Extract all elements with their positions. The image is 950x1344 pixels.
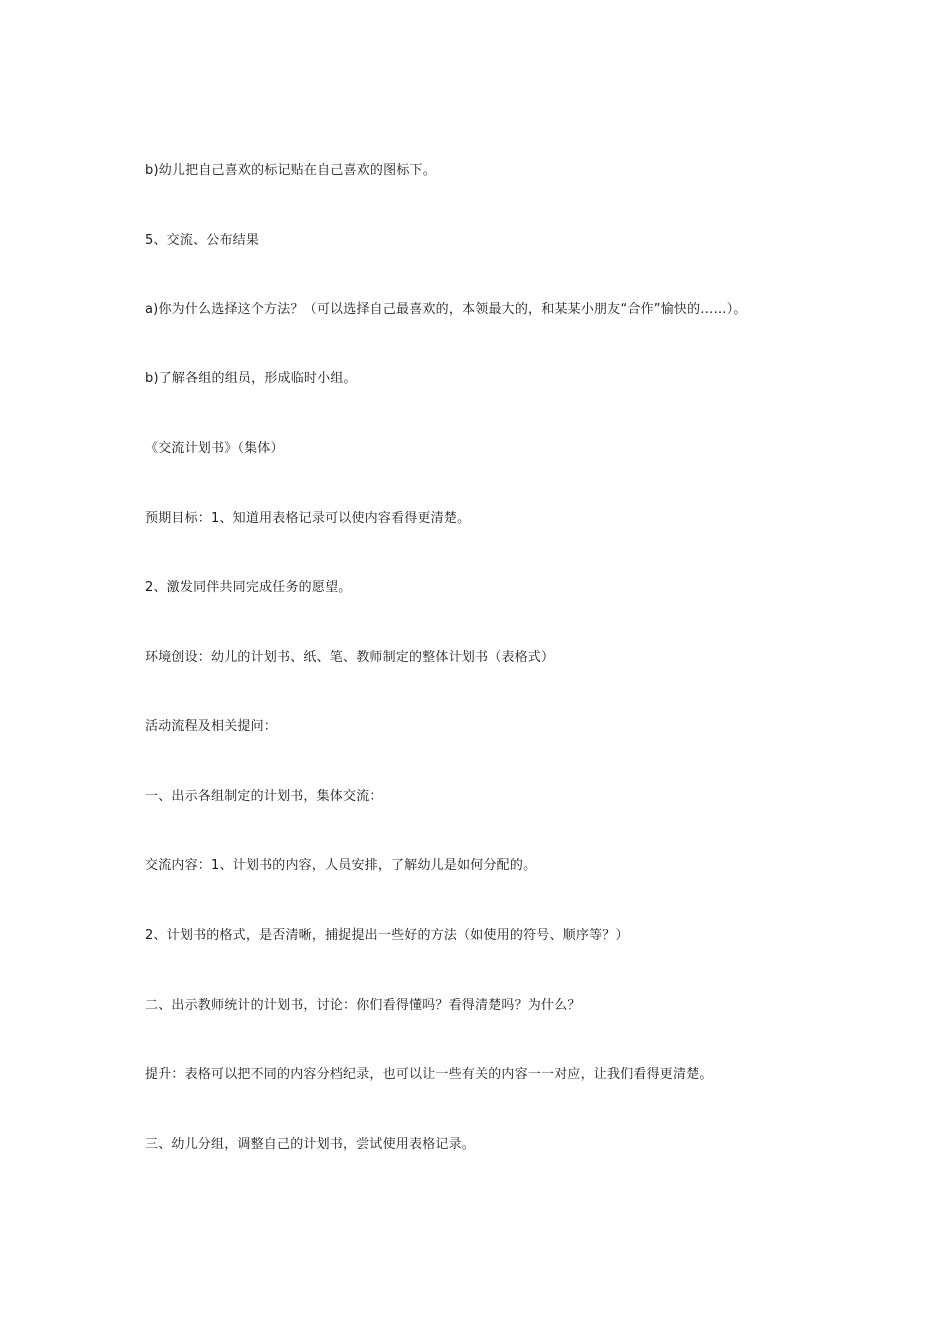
paragraph-step-one: 一、出示各组制定的计划书，集体交流： <box>145 789 383 804</box>
paragraph-content-1: 交流内容：1、计划书的内容，人员安排，了解幼儿是如何分配的。 <box>145 858 537 873</box>
paragraph-goal-1: 预期目标：1、知道用表格记录可以使内容看得更清楚。 <box>145 511 471 526</box>
paragraph-environment: 环境创设：幼儿的计划书、纸、笔、教师制定的整体计划书（表格式） <box>145 650 555 665</box>
paragraph-goal-2: 2、激发同伴共同完成任务的愿望。 <box>145 580 352 595</box>
paragraph-summary: 提升：表格可以把不同的内容分档纪录，也可以让一些有关的内容一一对应，让我们看得更清楚。 <box>145 1067 713 1082</box>
paragraph-content-2: 2、计划书的格式，是否清晰，捕捉提出一些好的方法（如使用的符号、顺序等？） <box>145 928 629 943</box>
paragraph-process-heading: 活动流程及相关提问： <box>145 719 278 734</box>
paragraph-a-why-choose: a)你为什么选择这个方法？（可以选择自己最喜欢的，本领最大的，和某某小朋友“合作”愉快的……）。 <box>145 302 747 317</box>
paragraph-b-group-members: b)了解各组的组员，形成临时小组。 <box>145 371 357 386</box>
paragraph-step-5-heading: 5、交流、公布结果 <box>145 233 260 248</box>
paragraph-b-stick-marks: b)幼儿把自己喜欢的标记贴在自己喜欢的图标下。 <box>145 163 436 178</box>
paragraph-step-three: 三、幼儿分组，调整自己的计划书，尝试使用表格记录。 <box>145 1137 476 1152</box>
paragraph-activity-title: 《交流计划书》（集体） <box>145 441 284 456</box>
paragraph-step-two: 二、出示教师统计的计划书，讨论：你们看得懂吗？看得清楚吗？为什么？ <box>145 998 581 1013</box>
